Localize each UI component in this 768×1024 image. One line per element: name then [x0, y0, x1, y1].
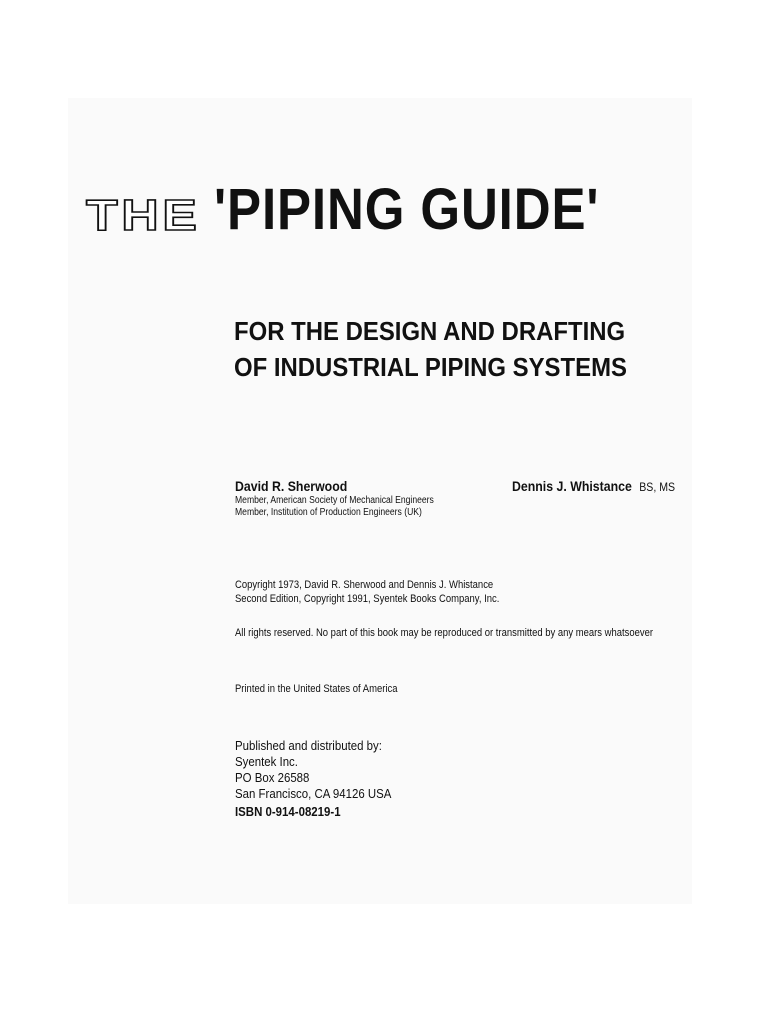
author-first: [235, 477, 466, 519]
publisher-po-box: PO Box 26588: [235, 770, 310, 785]
author-first-affiliation-2: Member, Institution of Production Engineers (UK): [235, 507, 422, 518]
subtitle: [234, 313, 627, 385]
printed-notice: Printed in the United States of America: [235, 683, 398, 695]
rights-notice: All rights reserved. No part of this book may be reproduced or transmitted by any mears whatsoever: [235, 627, 654, 639]
publisher-city: San Francisco, CA 94126 USA: [235, 786, 392, 801]
author-second-degrees: BS, MS: [639, 480, 676, 494]
author-first-name: David R. Sherwood: [235, 478, 348, 494]
publisher-heading: Published and distributed by:: [235, 738, 382, 753]
author-second: [512, 477, 675, 496]
copyright-line-1: Copyright 1973, David R. Sherwood and Dennis J. Whistance: [235, 579, 494, 591]
copyright-line-2: Second Edition, Copyright 1991, Syentek Books Company, Inc.: [235, 593, 500, 605]
copyright-notice: [235, 578, 499, 606]
isbn: ISBN 0-914-08219-1: [235, 804, 341, 819]
publisher-block: [235, 738, 391, 820]
subtitle-line-2: OF INDUSTRIAL PIPING SYSTEMS: [234, 352, 627, 382]
publisher-name: Syentek Inc.: [235, 754, 298, 769]
author-second-name: Dennis J. Whistance: [512, 478, 632, 494]
page-title: 'PIPING GUIDE': [214, 177, 600, 242]
author-first-affiliation-1: Member, American Society of Mechanical Engineers: [235, 495, 434, 506]
title-the: THE: [86, 191, 201, 240]
subtitle-line-1: FOR THE DESIGN AND DRAFTING: [234, 316, 626, 346]
